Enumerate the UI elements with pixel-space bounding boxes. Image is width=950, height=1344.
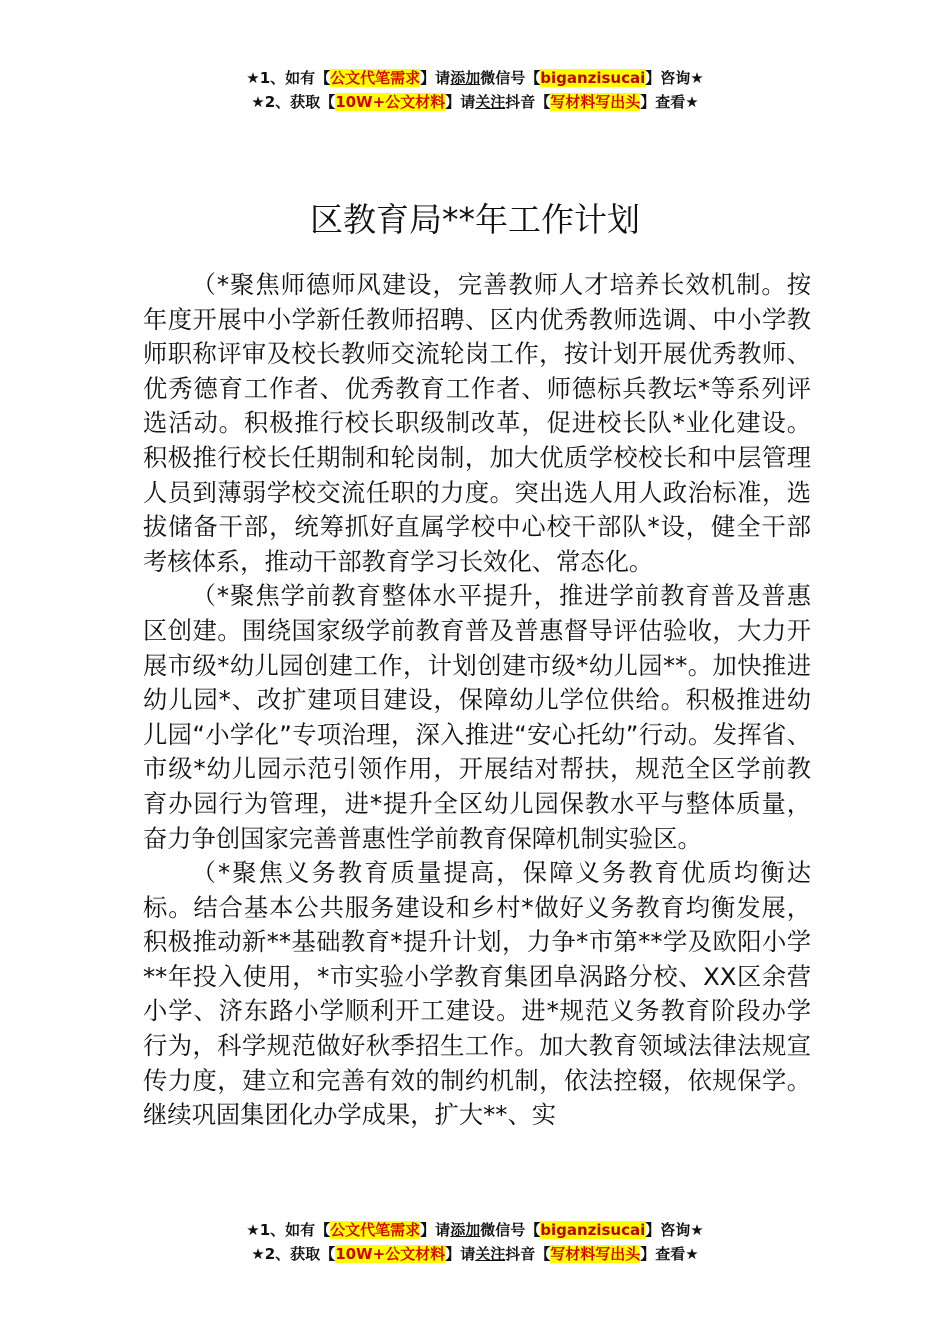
promo-text: ★1、如有【 <box>246 69 331 87</box>
promo-text: 】查看★ <box>640 93 699 111</box>
wechat-id-highlight: biganzisucai <box>540 1221 646 1239</box>
promo-highlight: 10W+公文材料 <box>335 93 446 111</box>
wechat-id-highlight: biganzisucai <box>540 69 646 87</box>
promo-text: 】查看★ <box>640 1245 699 1263</box>
promo-highlight: 10W+公文材料 <box>335 1245 446 1263</box>
body-paragraph: （*聚焦师德师风建设，完善教师人才培养长效机制。按年度开展中小学新任教师招聘、区内优秀教师选调、中小学教师职称评审及校长教师交流轮岗工作，按计划开展优秀教师、优秀德育工作者、优秀教育工作者、师德标兵教坛*等系列评选活动。积极推行校长职级制改革，促进校长队*业化建设。积极推行校长任期制和轮岗制，加大优质学校校长和中层管理人员到薄弱学校交流任职的力度。突出选人用人政治标准，选拔储备干部，统筹抓好直属学校中心校干部队*设，健全干部考核体系，推动干部教育学习长效化、常态化。 <box>143 270 811 576</box>
promo-text: 抖音【 <box>505 93 551 111</box>
promo-text: ★2、获取【 <box>251 93 336 111</box>
promo-emphasis: 添加 <box>450 1221 481 1239</box>
promo-text: 】请 <box>445 93 476 111</box>
promo-text: ★1、如有【 <box>246 1221 331 1239</box>
promo-line-2 <box>0 1242 950 1266</box>
promo-text: 】请 <box>420 1221 451 1239</box>
promo-line-1 <box>0 1218 950 1242</box>
document-body <box>143 268 811 1133</box>
promo-highlight: 公文代笔需求 <box>330 1221 421 1239</box>
douyin-id-highlight: 写材料写出头 <box>550 93 641 111</box>
douyin-id-highlight: 写材料写出头 <box>550 1245 641 1263</box>
bottom-promo-banner <box>0 1218 950 1266</box>
promo-text: 】请 <box>420 69 451 87</box>
body-paragraph: （*聚焦义务教育质量提高，保障义务教育优质均衡达标。结合基本公共服务建设和乡村*做好义务教育均衡发展，积极推动新**基础教育*提升计划，力争*市第**学及欧阳小学**年投入使用，*市实验小学教育集团阜涡路分校、XX区余营小学、济东路小学顺利开工建设。进*规范义务教育阶段办学行为，科学规范做好秋季招生工作。加大教育领域法律法规宣传力度，建立和完善有效的制约机制，依法控辍，依规保学。继续巩固集团化办学成果，扩大**、实 <box>143 858 811 1130</box>
promo-line-1 <box>0 66 950 90</box>
promo-text: 抖音【 <box>505 1245 551 1263</box>
promo-text: 】咨询★ <box>645 69 704 87</box>
top-promo-banner <box>0 66 950 114</box>
document-title: 区教育局**年工作计划 <box>310 200 640 240</box>
promo-text: 微信号【 <box>480 69 541 87</box>
promo-emphasis: 关注 <box>475 93 506 111</box>
promo-text: 】咨询★ <box>645 1221 704 1239</box>
promo-line-2 <box>0 90 950 114</box>
promo-emphasis: 关注 <box>475 1245 506 1263</box>
promo-text: 】请 <box>445 1245 476 1263</box>
promo-emphasis: 添加 <box>450 69 481 87</box>
promo-highlight: 公文代笔需求 <box>330 69 421 87</box>
promo-text: ★2、获取【 <box>251 1245 336 1263</box>
body-paragraph: （*聚焦学前教育整体水平提升，推进学前教育普及普惠区创建。围绕国家级学前教育普及普惠督导评估验收，大力开展市级*幼儿园创建工作，计划创建市级*幼儿园**。加快推进幼儿园*、改扩建项目建设，保障幼儿学位供给。积极推进幼儿园“小学化”专项治理，深入推进“安心托幼”行动。发挥省、市级*幼儿园示范引领作用，开展结对帮扶，规范全区学前教育办园行为管理，进*提升全区幼儿园保教水平与整体质量，奋力争创国家完善普惠性学前教育保障机制实验区。 <box>143 581 811 853</box>
promo-text: 微信号【 <box>480 1221 541 1239</box>
